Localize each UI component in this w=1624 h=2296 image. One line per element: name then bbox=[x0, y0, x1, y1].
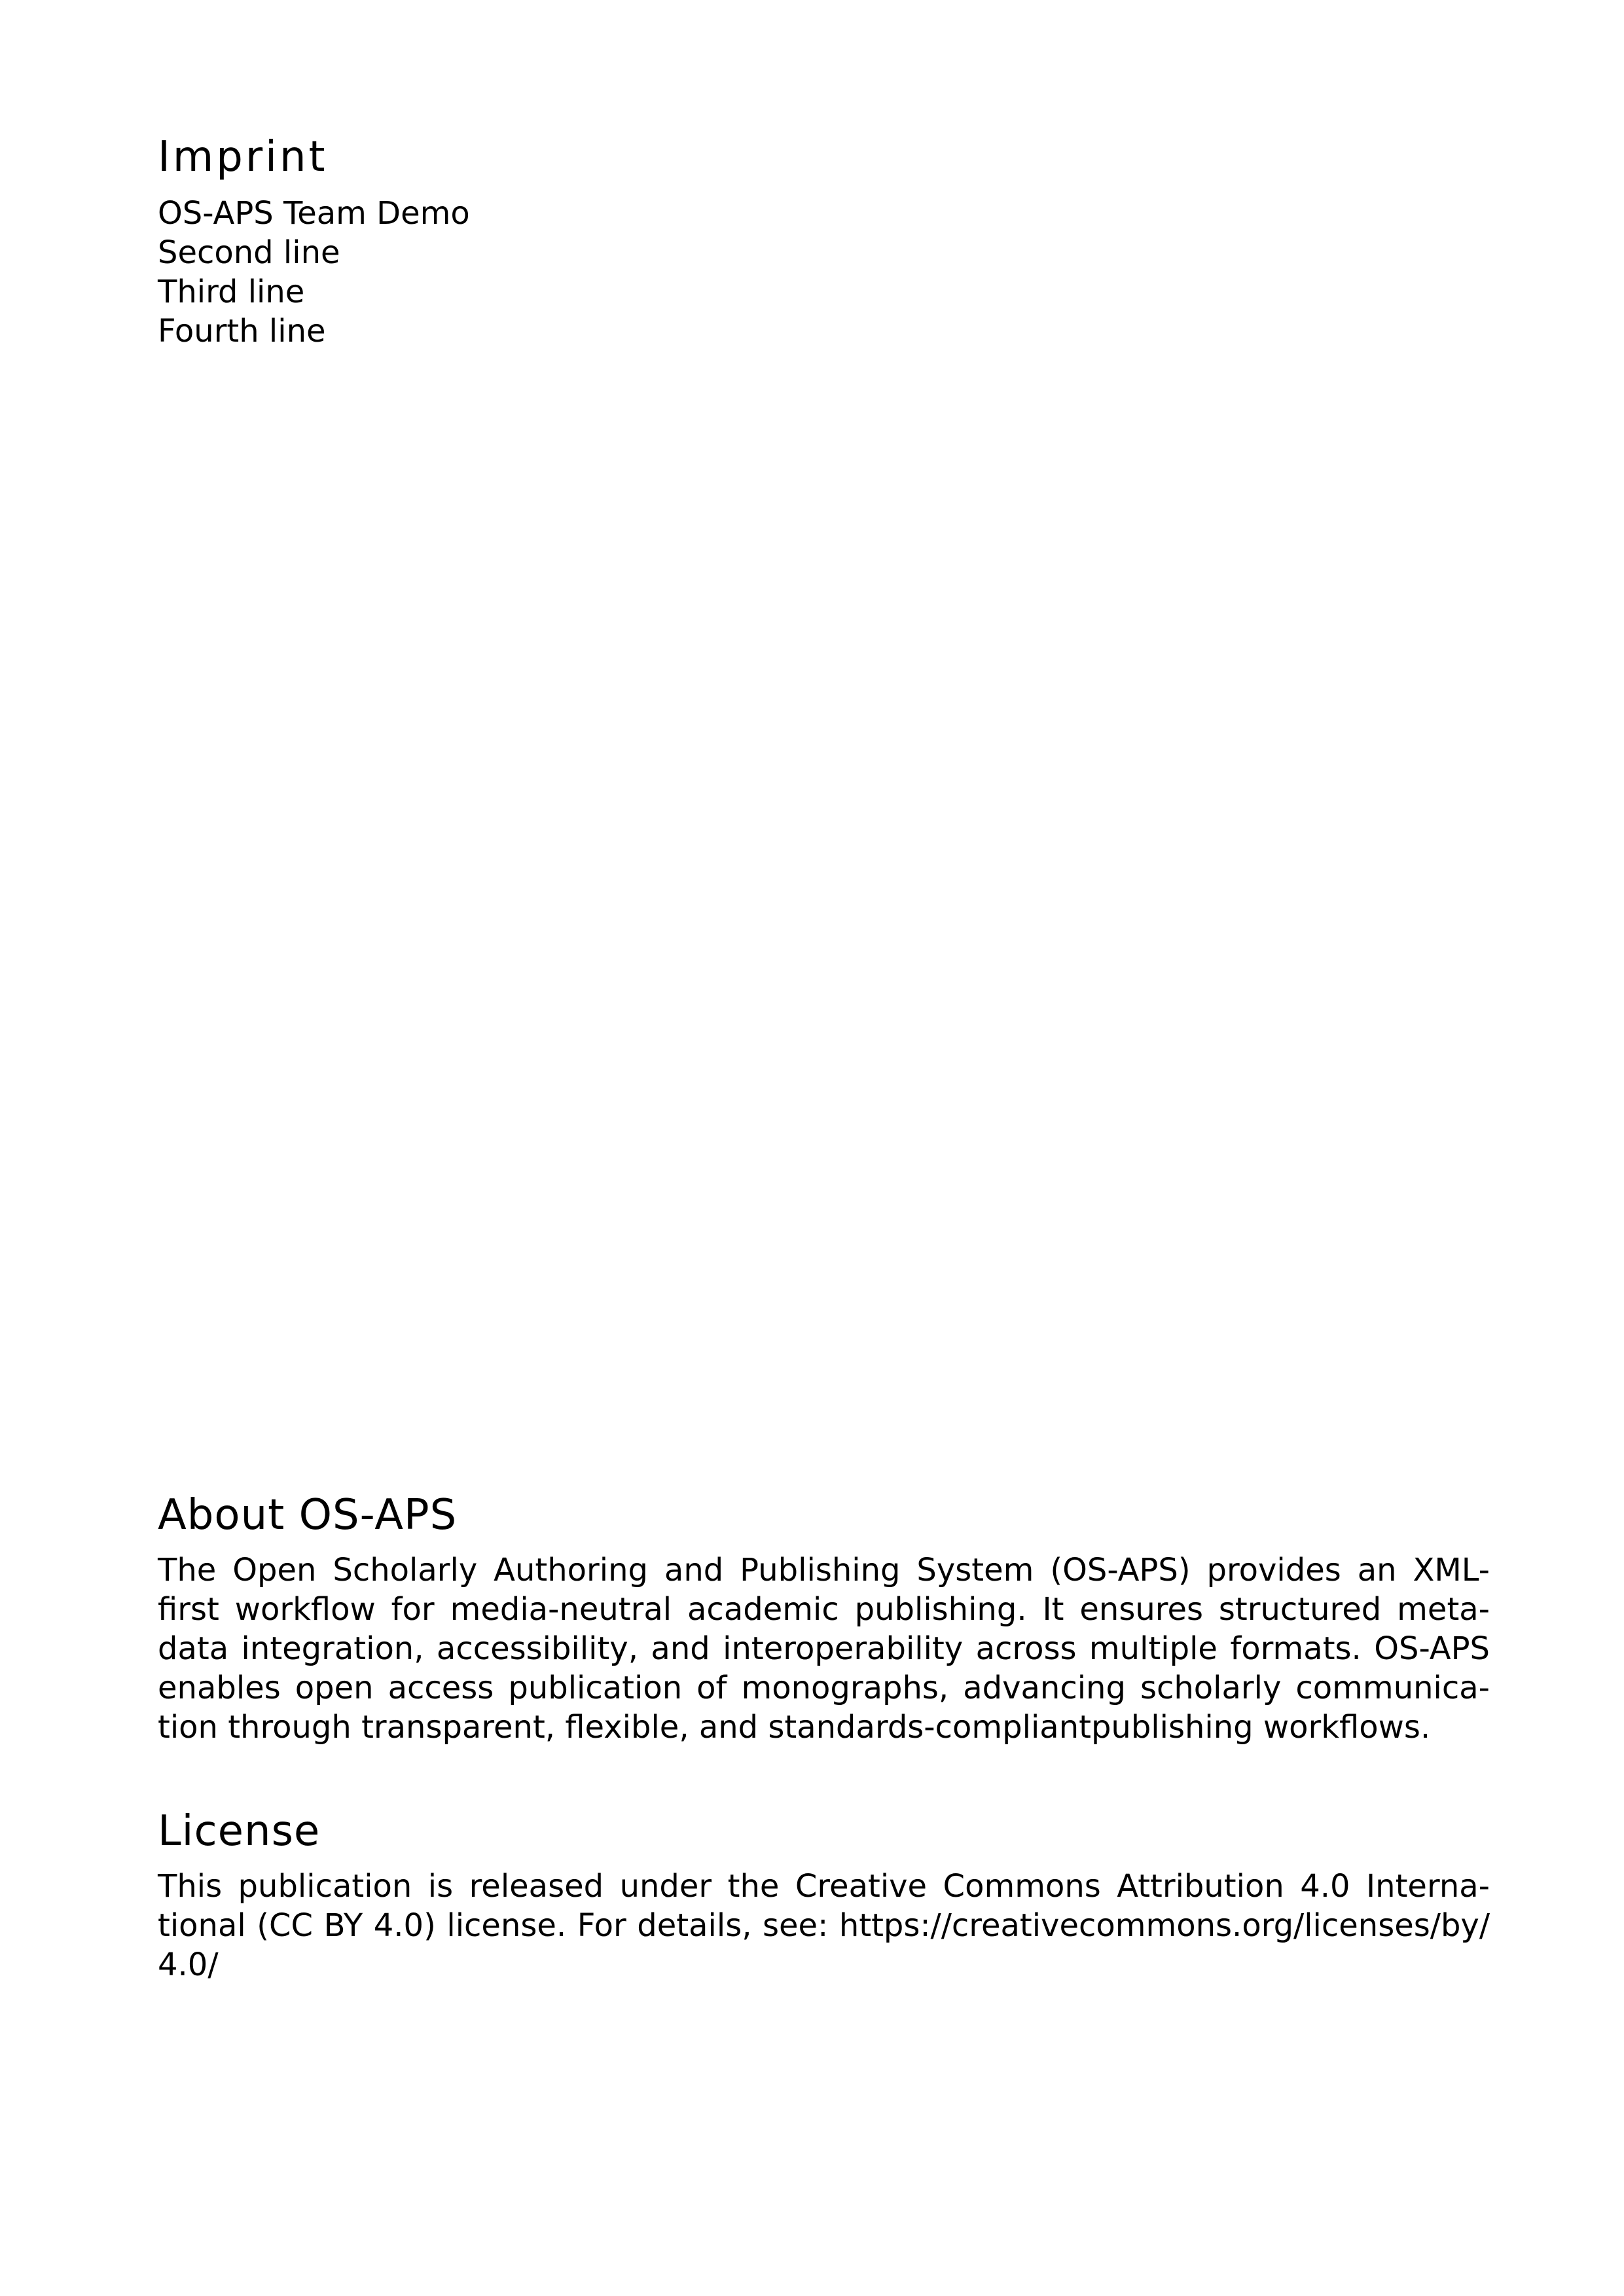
license-line: 4.0/ bbox=[158, 1946, 219, 1983]
imprint-section bbox=[158, 131, 1490, 351]
imprint-line: Third line bbox=[158, 274, 305, 310]
license-line: tional (CC BY 4.0) license. For details, see: https://creativecommons.org/licenses/by/ bbox=[158, 1907, 1490, 1944]
imprint-line: OS-APS Team Demo bbox=[158, 195, 470, 232]
about-line: tion through transparent, flexible, and standards-compliantpublishing workflows. bbox=[158, 1709, 1431, 1746]
license-line: This publication is released under the Creative Commons Attribution 4.0 Interna- bbox=[158, 1868, 1490, 1905]
about-section bbox=[158, 1489, 1490, 1747]
imprint-heading: Imprint bbox=[158, 133, 328, 181]
about-line: enables open access publication of monographs, advancing scholarly communica- bbox=[158, 1670, 1490, 1706]
imprint-lines bbox=[158, 194, 1490, 351]
license-heading: License bbox=[158, 1807, 321, 1856]
about-line: data integration, accessibility, and interoperability across multiple formats. OS-APS bbox=[158, 1630, 1490, 1667]
about-line: first workflow for media-neutral academic publishing. It ensures structured meta- bbox=[158, 1591, 1490, 1628]
imprint-line: Second line bbox=[158, 234, 340, 271]
license-section bbox=[158, 1805, 1490, 1984]
about-heading: About OS-APS bbox=[158, 1491, 458, 1539]
about-line: The Open Scholarly Authoring and Publishing System (OS-APS) provides an XML- bbox=[158, 1552, 1490, 1588]
license-paragraph bbox=[158, 1867, 1490, 1984]
about-paragraph bbox=[158, 1551, 1490, 1747]
imprint-line: Fourth line bbox=[158, 313, 326, 350]
